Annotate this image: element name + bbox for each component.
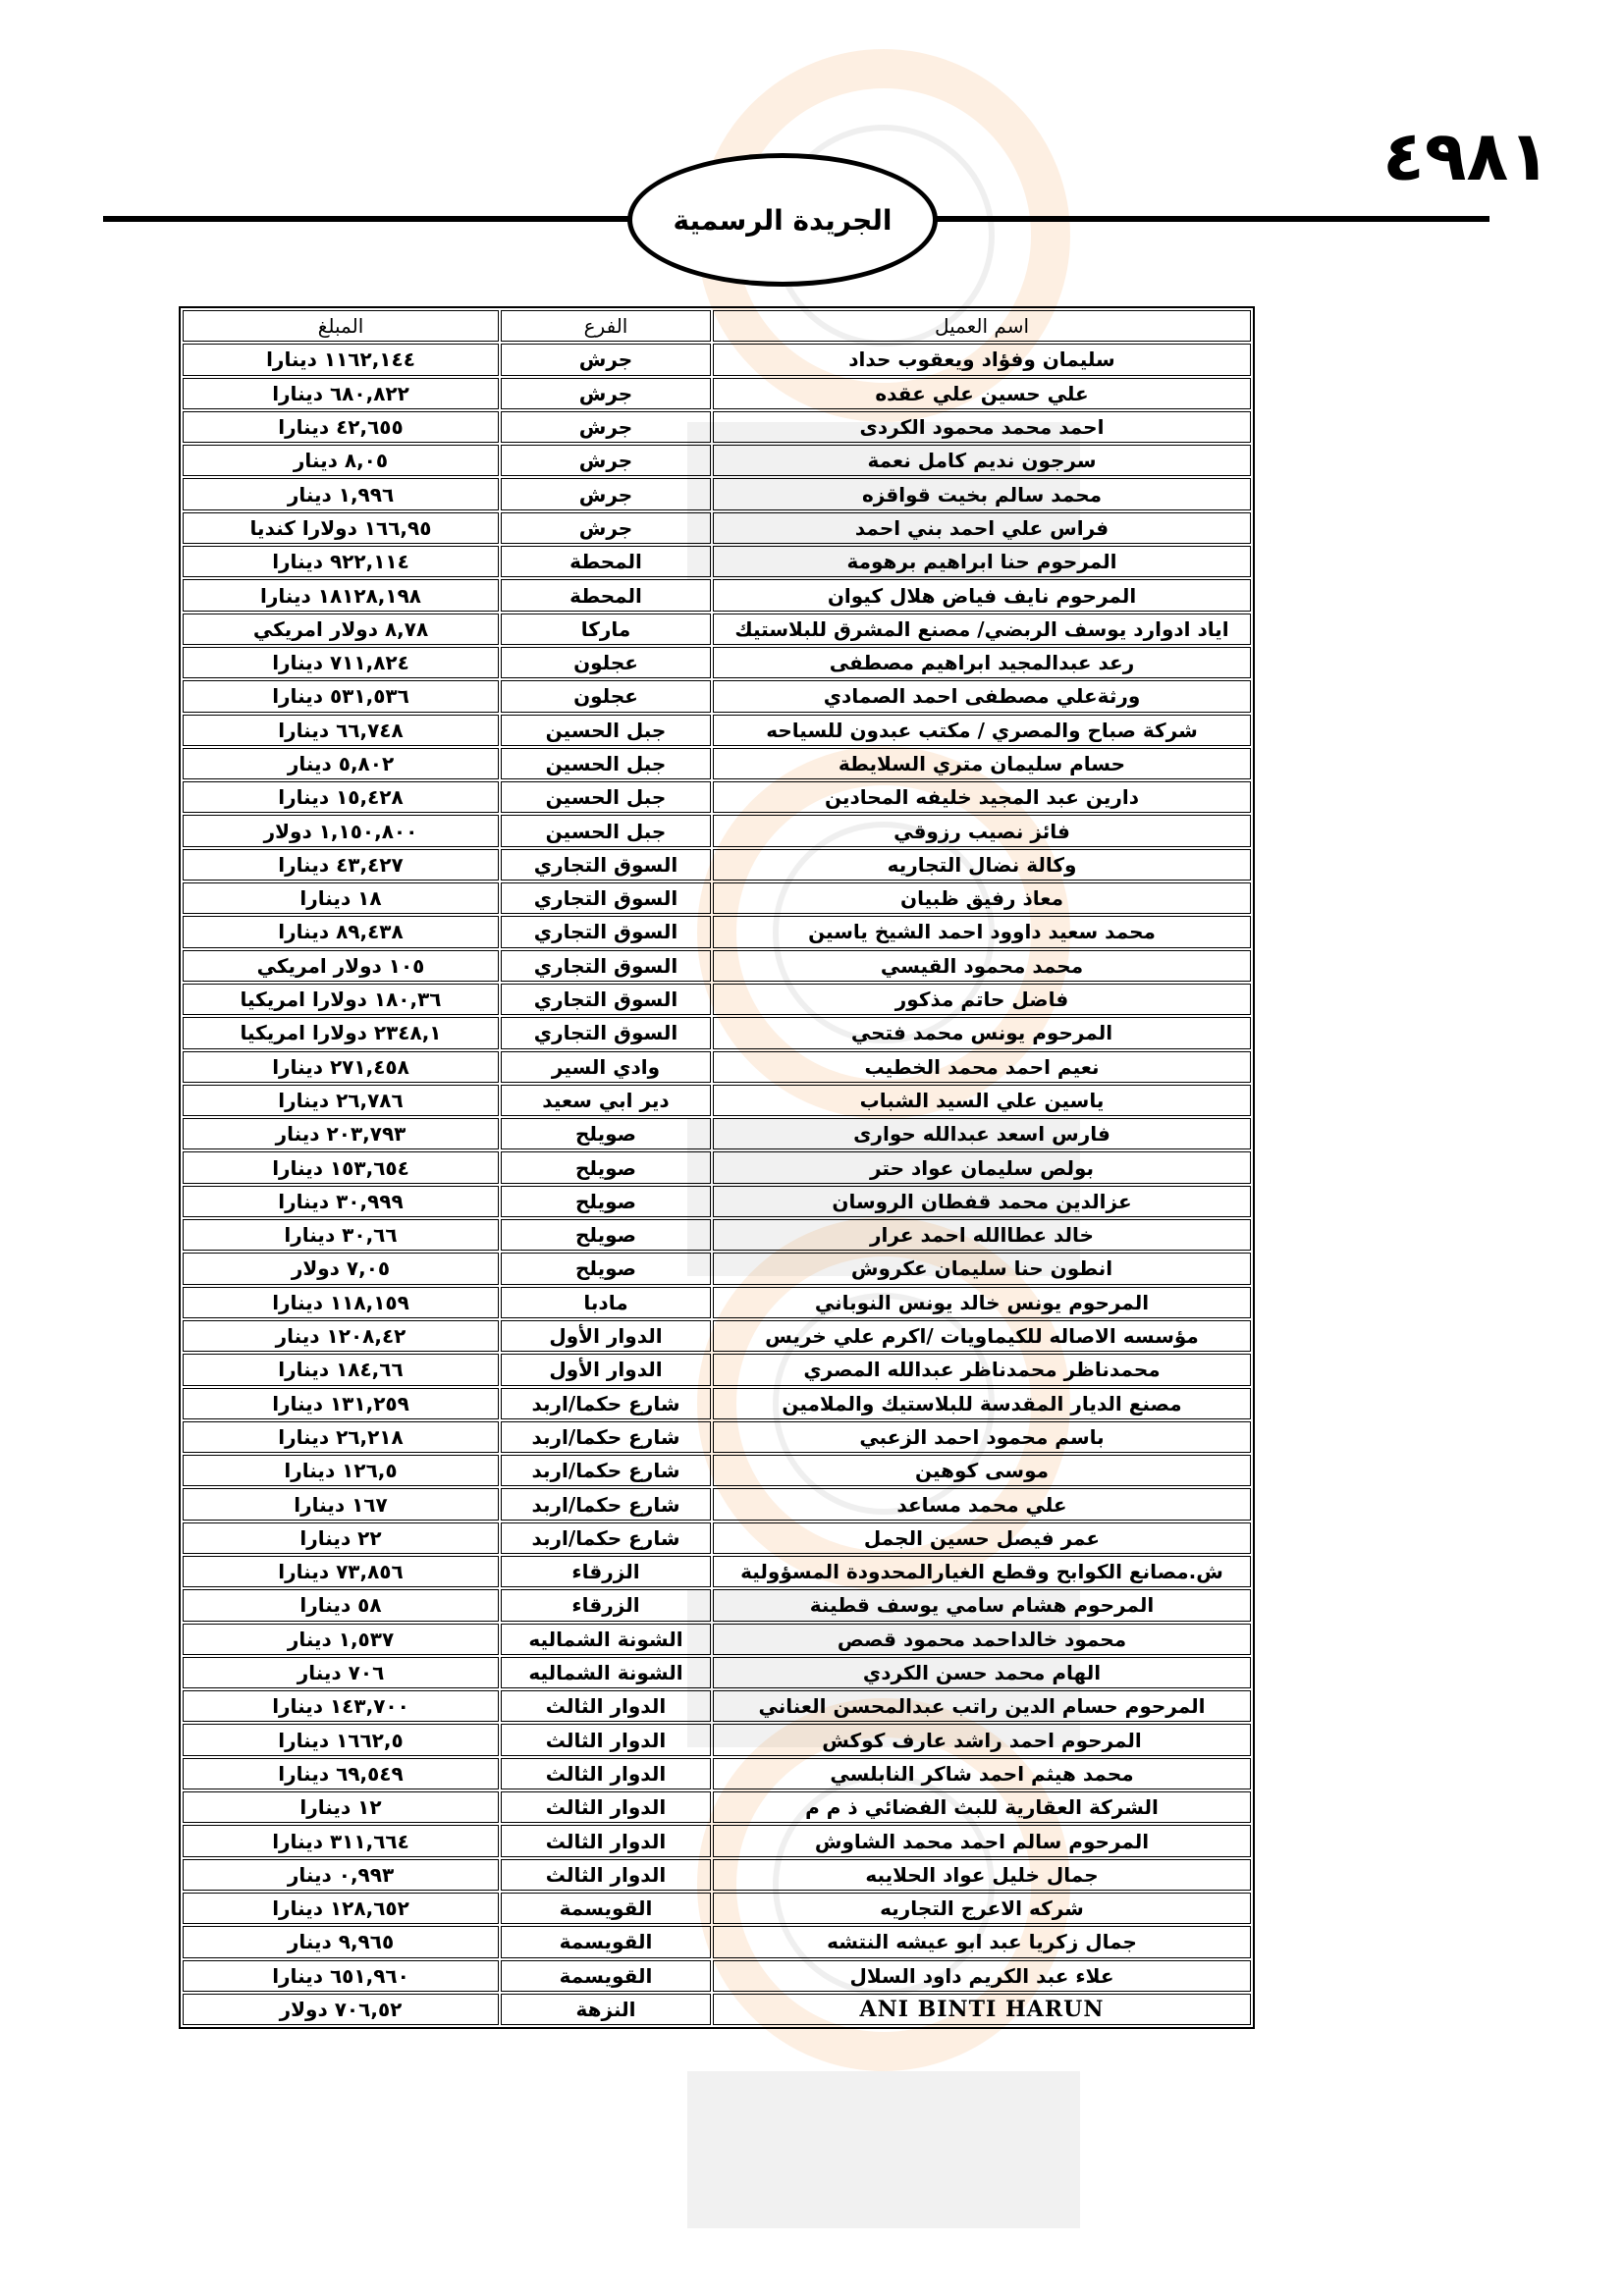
- amount-cell: ١٦٧ دينارا: [183, 1488, 499, 1520]
- table-row: [183, 1624, 1251, 1655]
- amount-cell: ٩٢٢,١١٤ دينارا: [183, 546, 499, 577]
- table-row: [183, 647, 1251, 678]
- client-name-cell: رعد عبدالمجيد ابراهيم مصطفى: [713, 647, 1251, 678]
- branch-cell: السوق التجاري: [501, 916, 711, 947]
- client-name-cell: فراس علي احمد بني احمد: [713, 512, 1251, 544]
- branch-cell: الزرقاء: [501, 1589, 711, 1621]
- table-row: [183, 1186, 1251, 1217]
- amount-cell: ٣٠,٩٩٩ دينارا: [183, 1186, 499, 1217]
- amount-cell: ١٢٨,٦٥٢ دينارا: [183, 1893, 499, 1924]
- amount-cell: ٧,٠٥ دولار: [183, 1253, 499, 1284]
- table-row: [183, 1017, 1251, 1048]
- amount-cell: ١٦٦,٩٥ دولارا كنديا: [183, 512, 499, 544]
- branch-cell: عجلون: [501, 680, 711, 712]
- client-name-cell: دارين عبد المجيد خليفه المحادين: [713, 781, 1251, 813]
- table-row: [183, 781, 1251, 813]
- branch-cell: الدوار الأول: [501, 1320, 711, 1352]
- client-name-cell: المرحوم حنا ابراهيم برهومة: [713, 546, 1251, 577]
- amount-cell: ٧١١,٨٢٤ دينارا: [183, 647, 499, 678]
- amount-cell: ٠,٩٩٣ دينار: [183, 1859, 499, 1891]
- table-row: [183, 1758, 1251, 1789]
- table-row: [183, 1893, 1251, 1924]
- client-name-cell: محمد هيثم احمد شاكر النابلسي: [713, 1758, 1251, 1789]
- table-row: [183, 1724, 1251, 1755]
- branch-cell: الشونة الشماليه: [501, 1657, 711, 1688]
- amount-cell: ١,٥٣٧ دينار: [183, 1624, 499, 1655]
- client-name-cell: المرحوم يونس خالد يونس النوباني: [713, 1287, 1251, 1318]
- amount-cell: ١٥,٤٢٨ دينارا: [183, 781, 499, 813]
- table-row: [183, 1589, 1251, 1621]
- table-row: [183, 748, 1251, 779]
- client-name-cell: خالد عطاالله احمد عرار: [713, 1219, 1251, 1251]
- amount-cell: ٦٦,٧٤٨ دينارا: [183, 715, 499, 746]
- branch-cell: شارع حكما/اربد: [501, 1388, 711, 1419]
- client-name-cell: فاضل حاتم مذكور: [713, 984, 1251, 1015]
- table-row: [183, 1994, 1251, 2025]
- branch-cell: السوق التجاري: [501, 984, 711, 1015]
- amount-cell: ٨٩,٤٣٨ دينارا: [183, 916, 499, 947]
- branch-cell: دير ابي سعيد: [501, 1085, 711, 1116]
- amount-cell: ٢٢ دينارا: [183, 1522, 499, 1554]
- table-row: [183, 614, 1251, 645]
- branch-cell: القويسمة: [501, 1893, 711, 1924]
- client-name-cell: محمد محمود القيسي: [713, 950, 1251, 982]
- branch-cell: مادبا: [501, 1287, 711, 1318]
- table-row: [183, 1859, 1251, 1891]
- branch-cell: جرش: [501, 411, 711, 443]
- amount-cell: ٢٦,٧٨٦ دينارا: [183, 1085, 499, 1116]
- branch-cell: صويلح: [501, 1118, 711, 1149]
- branch-cell: شارع حكما/اربد: [501, 1488, 711, 1520]
- amount-cell: ١١٨,١٥٩ دينارا: [183, 1287, 499, 1318]
- table-row: [183, 1151, 1251, 1183]
- client-name-cell: اياد ادوارد يوسف الربضي/ مصنع المشرق للبلاستيك: [713, 614, 1251, 645]
- client-name-cell: علاء عبد الكريم داود السلال: [713, 1960, 1251, 1992]
- table-row: [183, 815, 1251, 846]
- branch-cell: عجلون: [501, 647, 711, 678]
- client-name-cell: المرحوم سالم احمد محمد الشاوش: [713, 1825, 1251, 1856]
- client-name-cell: عمر فيصل حسين الجمل: [713, 1522, 1251, 1554]
- amount-cell: ١٢ دينارا: [183, 1791, 499, 1823]
- client-name-cell: باسم محمود احمد الزعبي: [713, 1421, 1251, 1453]
- branch-cell: السوق التجاري: [501, 882, 711, 914]
- table-row: [183, 984, 1251, 1015]
- page-number: ٤٩٨١: [1382, 116, 1550, 196]
- amount-cell: ١٥٣,٦٥٤ دينارا: [183, 1151, 499, 1183]
- client-name-cell: الهام محمد حسن الكردي: [713, 1657, 1251, 1688]
- table-row: [183, 1388, 1251, 1419]
- column-header-branch: الفرع: [501, 310, 711, 342]
- branch-cell: جبل الحسين: [501, 715, 711, 746]
- amount-cell: ١١٦٢,١٤٤ دينارا: [183, 344, 499, 375]
- journal-title-oval: [627, 153, 938, 287]
- branch-cell: الدوار الثالث: [501, 1690, 711, 1722]
- table-row: [183, 478, 1251, 509]
- table-row: [183, 1354, 1251, 1385]
- client-name-cell: جمال زكريا عبد ابو عيشه النتشه: [713, 1926, 1251, 1957]
- branch-cell: جبل الحسين: [501, 815, 711, 846]
- amount-cell: ١٢٦,٥ دينارا: [183, 1455, 499, 1486]
- branch-cell: القويسمة: [501, 1926, 711, 1957]
- client-name-cell: احمد محمد محمود الكردى: [713, 411, 1251, 443]
- table-row: [183, 1690, 1251, 1722]
- table-row: [183, 1926, 1251, 1957]
- client-name-cell: وكالة نضال التجاريه: [713, 849, 1251, 881]
- amount-cell: ٣٠,٦٦ دينارا: [183, 1219, 499, 1251]
- branch-cell: وادي السير: [501, 1051, 711, 1083]
- client-name-cell: معاذ رفيق ظبيان: [713, 882, 1251, 914]
- client-name-cell: نعيم احمد محمد الخطيب: [713, 1051, 1251, 1083]
- table-row: [183, 1488, 1251, 1520]
- client-name-cell: عزالدين محمد قفطان الروسان: [713, 1186, 1251, 1217]
- table-row: [183, 1522, 1251, 1554]
- branch-cell: النزهة: [501, 1994, 711, 2025]
- branch-cell: الزرقاء: [501, 1556, 711, 1587]
- table-row: [183, 1118, 1251, 1149]
- branch-cell: شارع حكما/اربد: [501, 1522, 711, 1554]
- table-row: [183, 445, 1251, 476]
- amount-cell: ١٠٥ دولار امريكي: [183, 950, 499, 982]
- client-name-cell: موسى كوهين: [713, 1455, 1251, 1486]
- amount-cell: ١٢٠٨,٤٢ دينار: [183, 1320, 499, 1352]
- branch-cell: المحطة: [501, 546, 711, 577]
- table-row: [183, 1287, 1251, 1318]
- branch-cell: السوق التجاري: [501, 1017, 711, 1048]
- table-row: [183, 546, 1251, 577]
- client-name-cell: ياسين علي السيد الشباب: [713, 1085, 1251, 1116]
- table-header-row: [183, 310, 1251, 342]
- branch-cell: السوق التجاري: [501, 849, 711, 881]
- branch-cell: المحطة: [501, 579, 711, 611]
- table-row: [183, 1657, 1251, 1688]
- table-row: [183, 680, 1251, 712]
- client-name-cell: المرحوم هشام سامي يوسف قطينة: [713, 1589, 1251, 1621]
- branch-cell: جرش: [501, 378, 711, 409]
- table-row: [183, 579, 1251, 611]
- amount-cell: ١٨ دينارا: [183, 882, 499, 914]
- amount-cell: ٢٣٤٨,١ دولارا امريكيا: [183, 1017, 499, 1048]
- branch-cell: الدوار الأول: [501, 1354, 711, 1385]
- amount-cell: ٦٩,٥٤٩ دينارا: [183, 1758, 499, 1789]
- clients-table: [179, 306, 1255, 2029]
- amount-cell: ٤٣,٤٢٧ دينارا: [183, 849, 499, 881]
- client-name-cell: ورثةعلي مصطفى احمد الصمادي: [713, 680, 1251, 712]
- table-row: [183, 344, 1251, 375]
- column-header-amount: المبلغ: [183, 310, 499, 342]
- table-row: [183, 1320, 1251, 1352]
- table-row: [183, 1556, 1251, 1587]
- amount-cell: ٥,٨٠٢ دينار: [183, 748, 499, 779]
- branch-cell: صويلح: [501, 1186, 711, 1217]
- client-name-cell: شركه الاعرج التجاريه: [713, 1893, 1251, 1924]
- branch-cell: صويلح: [501, 1219, 711, 1251]
- client-name-cell: المرحوم نايف فياض هلال كيوان: [713, 579, 1251, 611]
- branch-cell: جرش: [501, 512, 711, 544]
- client-name-cell: فائز نصيب رزوقي: [713, 815, 1251, 846]
- amount-cell: ٦٨٠,٨٢٢ دينارا: [183, 378, 499, 409]
- client-name-cell: محمد سالم بخيت قواقزه: [713, 478, 1251, 509]
- amount-cell: ٦٥١,٩٦٠ دينارا: [183, 1960, 499, 1992]
- branch-cell: الدوار الثالث: [501, 1791, 711, 1823]
- branch-cell: شارع حكما/اربد: [501, 1421, 711, 1453]
- branch-cell: جبل الحسين: [501, 748, 711, 779]
- table-row: [183, 1253, 1251, 1284]
- branch-cell: صويلح: [501, 1151, 711, 1183]
- client-name-cell: المرحوم احمد راشد عارف كوكش: [713, 1724, 1251, 1755]
- amount-cell: ٨,٠٥ دينار: [183, 445, 499, 476]
- client-name-cell: سليمان وفؤاد ويعقوب حداد: [713, 344, 1251, 375]
- table-row: [183, 916, 1251, 947]
- amount-cell: ٧٠٦,٥٢ دولار: [183, 1994, 499, 2025]
- client-name-cell: علي محمد مساعد: [713, 1488, 1251, 1520]
- client-name-cell: سرجون نديم كامل نعمة: [713, 445, 1251, 476]
- client-name-cell: محمود خالداحمد محمود قصص: [713, 1624, 1251, 1655]
- amount-cell: ٧٠٦ دينار: [183, 1657, 499, 1688]
- table-row: [183, 715, 1251, 746]
- table-row: [183, 1421, 1251, 1453]
- table-row: [183, 950, 1251, 982]
- client-name-cell: بولص سليمان عواد حتر: [713, 1151, 1251, 1183]
- table-row: [183, 882, 1251, 914]
- branch-cell: الدوار الثالث: [501, 1859, 711, 1891]
- amount-cell: ٨,٧٨ دولار امريكي: [183, 614, 499, 645]
- clients-table-container: [179, 306, 1249, 2029]
- client-name-cell: جمال خليل عواد الحلايبه: [713, 1859, 1251, 1891]
- branch-cell: جرش: [501, 344, 711, 375]
- client-name-cell: انطون حنا سليمان عكروش: [713, 1253, 1251, 1284]
- client-name-cell: المرحوم حسام الدين راتب عبدالمحسن العناني: [713, 1690, 1251, 1722]
- branch-cell: الدوار الثالث: [501, 1825, 711, 1856]
- client-name-cell: علي حسين علي عقده: [713, 378, 1251, 409]
- amount-cell: ٧٣,٨٥٦ دينارا: [183, 1556, 499, 1587]
- amount-cell: ١٨٠,٣٦ دولارا امريكيا: [183, 984, 499, 1015]
- table-row: [183, 512, 1251, 544]
- table-row: [183, 411, 1251, 443]
- amount-cell: ٥٨ دينارا: [183, 1589, 499, 1621]
- amount-cell: ١٦٦٢,٥ دينارا: [183, 1724, 499, 1755]
- branch-cell: جبل الحسين: [501, 781, 711, 813]
- branch-cell: الدوار الثالث: [501, 1758, 711, 1789]
- table-row: [183, 1051, 1251, 1083]
- amount-cell: ١٨٤,٦٦ دينارا: [183, 1354, 499, 1385]
- amount-cell: ٥٣١,٥٣٦ دينارا: [183, 680, 499, 712]
- table-row: [183, 1960, 1251, 1992]
- table-row: [183, 1455, 1251, 1486]
- amount-cell: ١,١٥٠,٨٠٠ دولار: [183, 815, 499, 846]
- client-name-cell: مؤسسه الاصاله للكيماويات /اكرم علي خريس: [713, 1320, 1251, 1352]
- table-row: [183, 1791, 1251, 1823]
- journal-title: الجريدة الرسمية: [673, 203, 893, 237]
- amount-cell: ٣١١,٦٦٤ دينارا: [183, 1825, 499, 1856]
- client-name-cell: ANI BINTI HARUN: [713, 1994, 1251, 2025]
- client-name-cell: فارس اسعد عبدالله حوارى: [713, 1118, 1251, 1149]
- table-row: [183, 1085, 1251, 1116]
- branch-cell: الدوار الثالث: [501, 1724, 711, 1755]
- amount-cell: ١,٩٩٦ دينار: [183, 478, 499, 509]
- table-row: [183, 1825, 1251, 1856]
- client-name-cell: محمد سعيد داوود احمد الشيخ ياسين: [713, 916, 1251, 947]
- client-name-cell: مصنع الديار المقدسة للبلاستيك والملامين: [713, 1388, 1251, 1419]
- branch-cell: جرش: [501, 478, 711, 509]
- table-row: [183, 849, 1251, 881]
- client-name-cell: محمدناظر محمدناظر عبدالله المصري: [713, 1354, 1251, 1385]
- client-name-cell: ش.مصانع الكوابح وقطع الغيارالمحدودة المسؤولية: [713, 1556, 1251, 1587]
- table-row: [183, 1219, 1251, 1251]
- amount-cell: ٤٢,٦٥٥ دينارا: [183, 411, 499, 443]
- branch-cell: صويلح: [501, 1253, 711, 1284]
- table-row: [183, 378, 1251, 409]
- amount-cell: ١٨١٢٨,١٩٨ دينارا: [183, 579, 499, 611]
- client-name-cell: حسام سليمان متري السلايطة: [713, 748, 1251, 779]
- branch-cell: السوق التجاري: [501, 950, 711, 982]
- column-header-name: اسم العميل: [713, 310, 1251, 342]
- client-name-cell: الشركة العقارية للبث الفضائي ذ م م: [713, 1791, 1251, 1823]
- branch-cell: شارع حكما/اربد: [501, 1455, 711, 1486]
- client-name-cell: شركة صباح والمصري / مكتب عبدون للسياحه: [713, 715, 1251, 746]
- amount-cell: ٢٠٣,٧٩٣ دينار: [183, 1118, 499, 1149]
- client-name-cell: المرحوم يونس محمد فتحي: [713, 1017, 1251, 1048]
- amount-cell: ١٣١,٢٥٩ دينارا: [183, 1388, 499, 1419]
- branch-cell: جرش: [501, 445, 711, 476]
- amount-cell: ٢٧١,٤٥٨ دينارا: [183, 1051, 499, 1083]
- branch-cell: ماركا: [501, 614, 711, 645]
- amount-cell: ٩,٩٦٥ دينار: [183, 1926, 499, 1957]
- amount-cell: ٢٦,٢١٨ دينارا: [183, 1421, 499, 1453]
- branch-cell: القويسمة: [501, 1960, 711, 1992]
- amount-cell: ١٤٣,٧٠٠ دينارا: [183, 1690, 499, 1722]
- branch-cell: الشونة الشماليه: [501, 1624, 711, 1655]
